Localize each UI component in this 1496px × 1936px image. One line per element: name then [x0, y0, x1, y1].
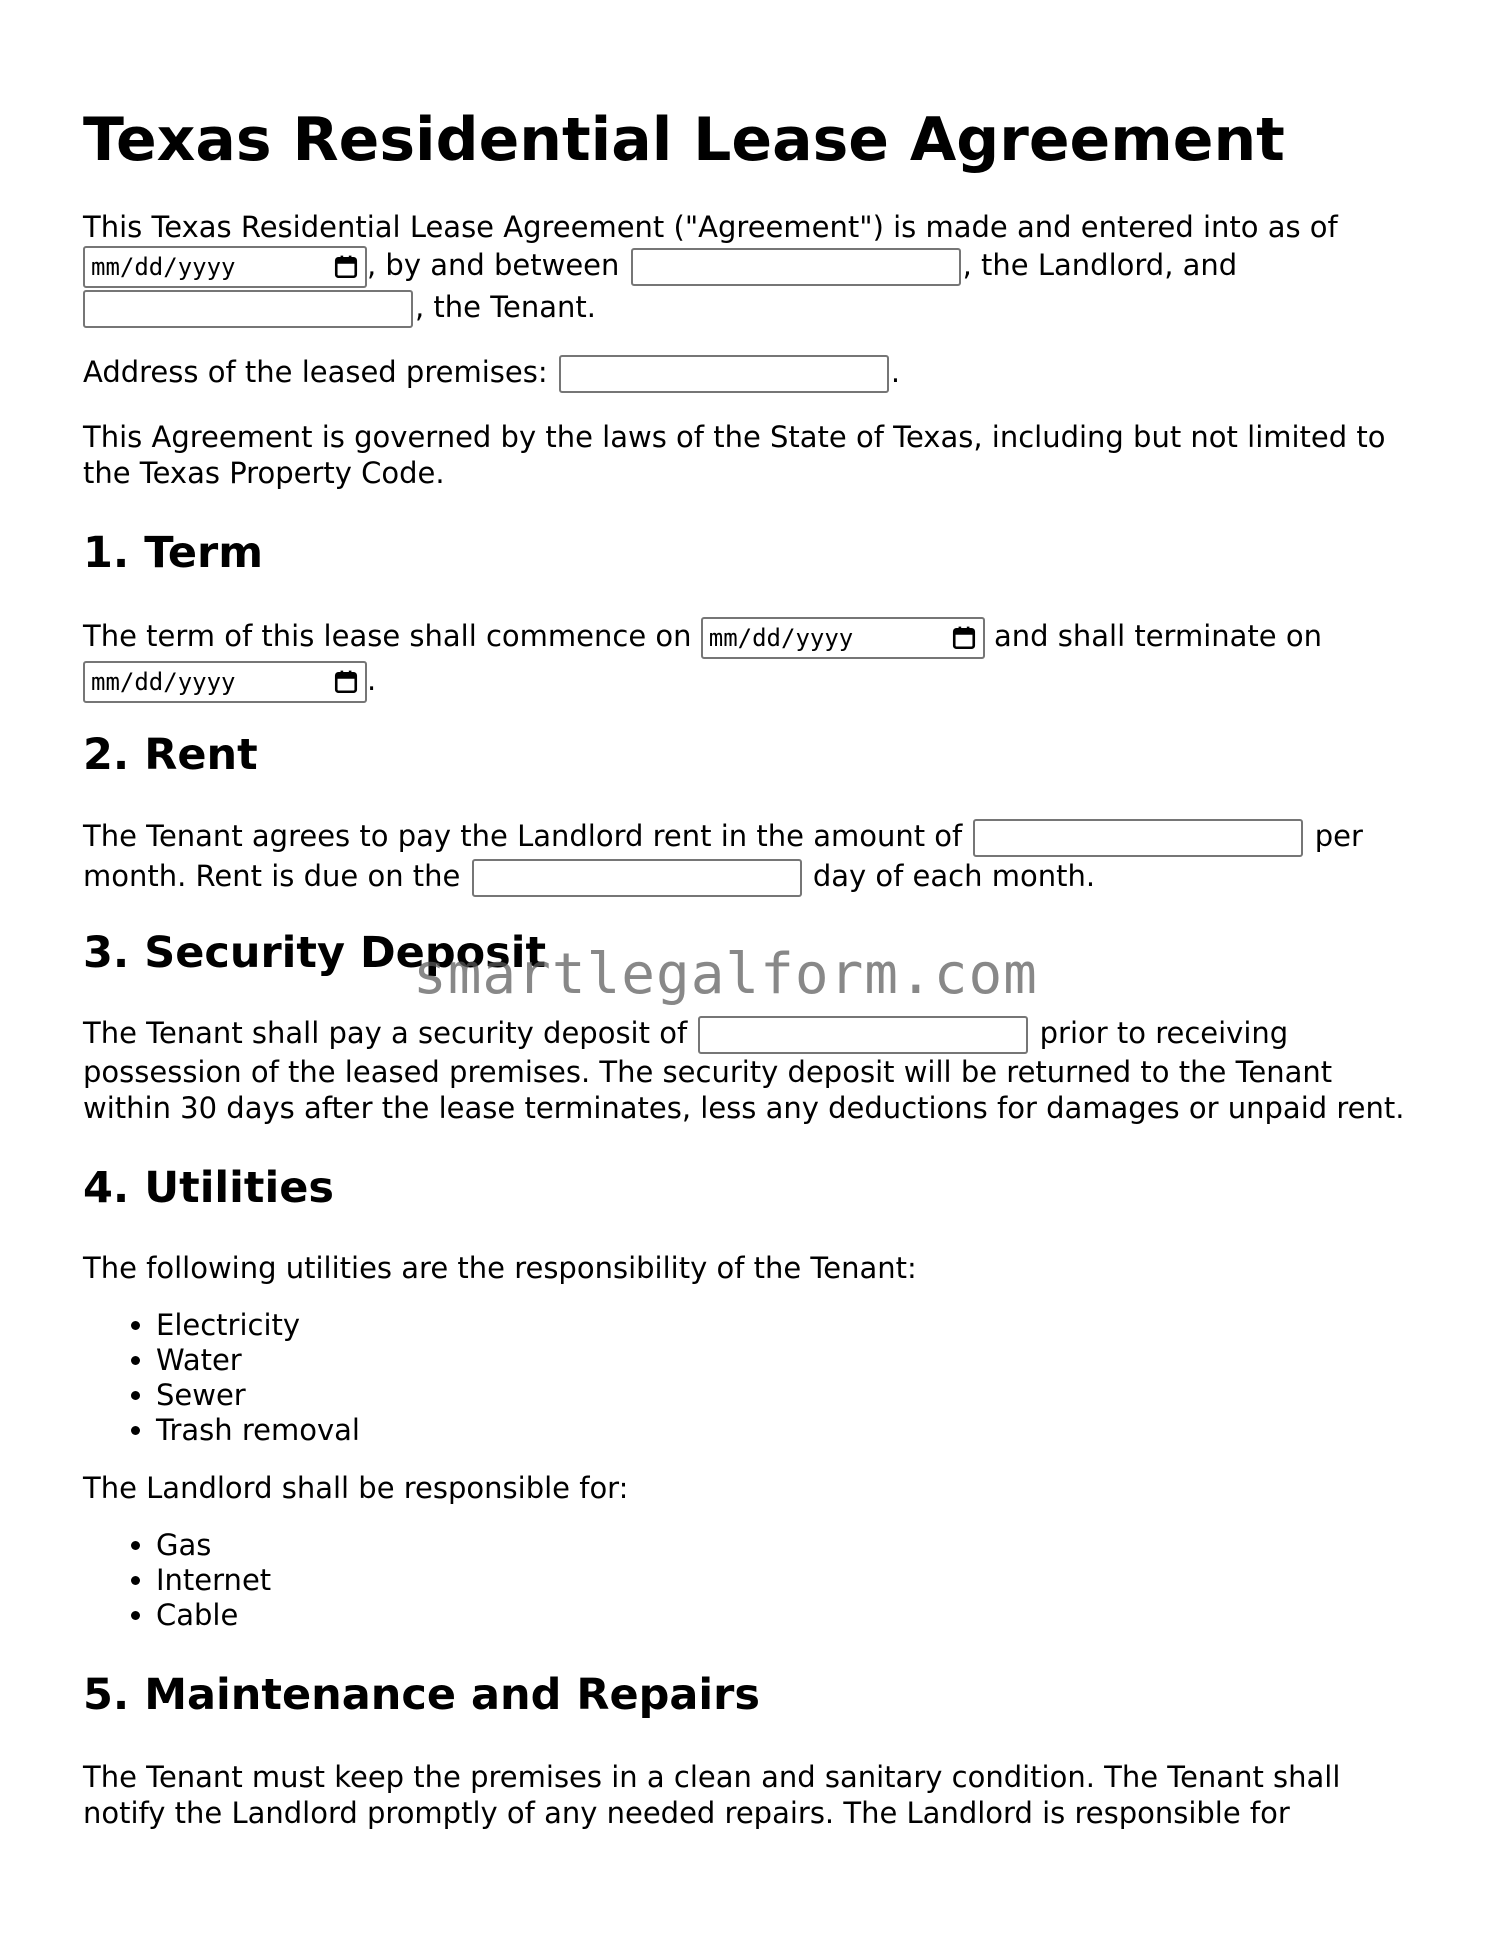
address-input[interactable]	[559, 355, 889, 393]
deposit-amount-input[interactable]	[698, 1016, 1028, 1054]
rent-end-text: day of each month.	[812, 859, 1096, 893]
the-landlord-and-text: , the Landlord, and	[962, 248, 1238, 282]
date-placeholder: mm/dd/yyyy	[91, 668, 236, 696]
agreement-date-input[interactable]	[83, 246, 367, 288]
deposit-start-text: The Tenant shall pay a security deposit of	[83, 1016, 688, 1050]
term-start-text: The term of this lease shall commence on	[83, 619, 692, 653]
list-item: • Gas	[156, 1528, 1423, 1563]
rent-mid-text: per month. Rent is due on the	[83, 819, 1363, 893]
maintenance-paragraph: The Tenant must keep the premises in a clean and sanitary condition. The Tenant shall notify the Landlord promptly of any needed repairs. The Landlord is responsible for	[83, 1760, 1341, 1830]
term-commence-date-input[interactable]	[701, 617, 985, 659]
governing-law-paragraph: This Agreement is governed by the laws of the State of Texas, including but not limited to the Texas Property Code.	[83, 420, 1386, 490]
list-item: • Internet	[156, 1563, 1423, 1598]
by-and-between-text: , by and between	[367, 248, 620, 282]
list-item: • Cable	[156, 1598, 1423, 1633]
deposit-end-text: prior to receiving possession of the leased premises. The security deposit will be returned to the Tenant within 30 days after the lease terminates, less any deductions for damages or unpaid rent.	[83, 1016, 1405, 1125]
calendar-icon[interactable]	[951, 625, 977, 651]
rent-heading: 2. Rent	[83, 730, 258, 780]
tenant-name-input[interactable]	[83, 290, 413, 328]
term-terminate-date-input[interactable]	[83, 661, 367, 703]
landlord-utilities-intro: The Landlord shall be responsible for:	[83, 1471, 629, 1505]
list-item: • Electricity	[156, 1308, 1423, 1343]
rent-amount-input[interactable]	[973, 819, 1303, 857]
calendar-icon[interactable]	[333, 669, 359, 695]
calendar-icon[interactable]	[333, 254, 359, 280]
address-label: Address of the leased premises:	[83, 355, 548, 389]
term-end-text: .	[367, 663, 377, 697]
term-mid-text: and shall terminate on	[993, 619, 1322, 653]
security-deposit-paragraph	[83, 1015, 1423, 1126]
date-placeholder: mm/dd/yyyy	[708, 624, 854, 652]
list-item: • Trash removal	[156, 1413, 1423, 1448]
intro-paragraph	[83, 208, 1423, 328]
address-paragraph	[83, 354, 1423, 393]
lease-document	[83, 0, 1423, 1831]
rent-start-text: The Tenant agrees to pay the Landlord rent in the amount of	[83, 819, 963, 853]
term-paragraph	[83, 615, 1423, 703]
landlord-name-input[interactable]	[631, 248, 961, 286]
list-item: • Sewer	[156, 1378, 1423, 1413]
term-heading: 1. Term	[83, 528, 264, 578]
tenant-utilities-intro: The following utilities are the responsibility of the Tenant:	[83, 1251, 917, 1285]
date-placeholder: mm/dd/yyyy	[91, 253, 236, 281]
address-end: .	[890, 355, 901, 389]
intro-lead-text: This Texas Residential Lease Agreement ("Agreement") is made and entered into as of	[83, 210, 1338, 244]
list-item: • Water	[156, 1343, 1423, 1378]
landlord-utilities-list	[83, 1528, 1423, 1633]
watermark: smartlegalform.com	[413, 942, 1038, 1007]
security-deposit-heading: 3. Security Deposit	[83, 928, 547, 978]
maintenance-heading: 5. Maintenance and Repairs	[83, 1670, 760, 1720]
rent-paragraph	[83, 817, 1423, 897]
tenant-utilities-list	[83, 1308, 1423, 1448]
rent-due-day-input[interactable]	[472, 859, 802, 897]
document-title: Texas Residential Lease Agreement	[83, 105, 1285, 175]
the-tenant-text: , the Tenant.	[415, 290, 596, 324]
utilities-heading: 4. Utilities	[83, 1163, 334, 1213]
